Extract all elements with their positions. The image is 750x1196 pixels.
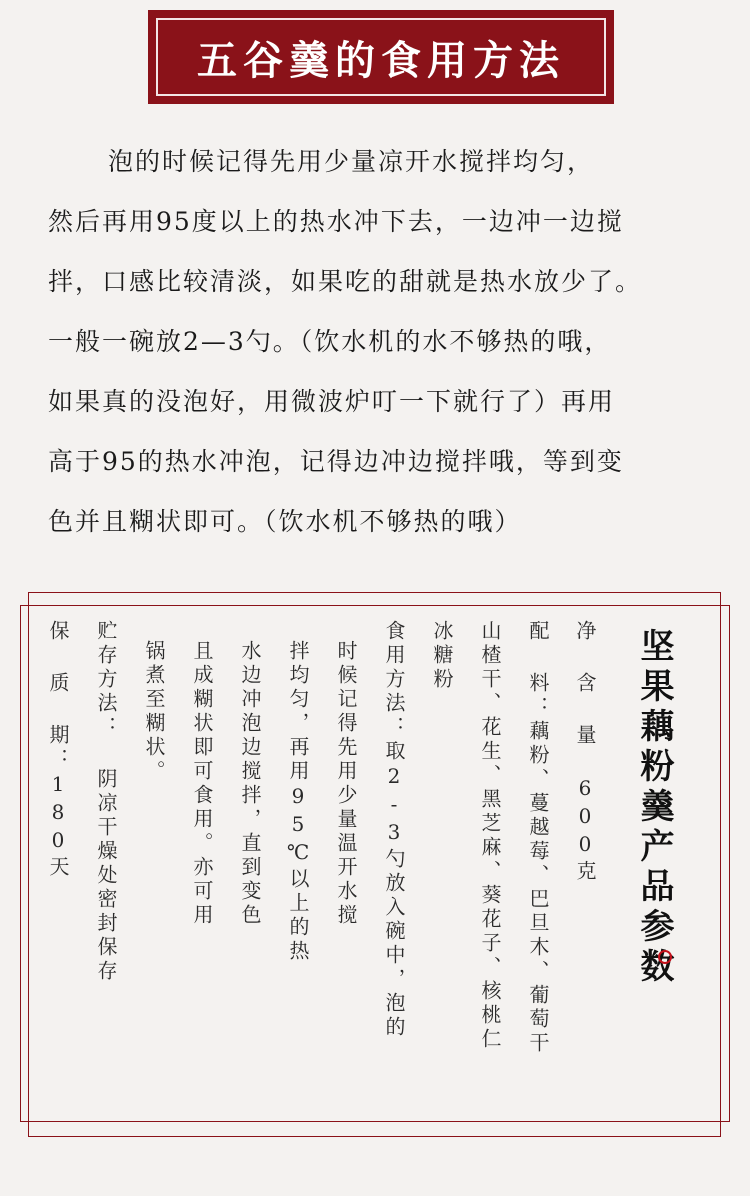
- instruction-line: 高于95的热水冲泡，记得边冲边搅拌哦，等到变: [48, 447, 624, 476]
- param-net-weight: 净 含 量 600克: [573, 620, 597, 884]
- instruction-line: 泡的时候记得先用少量凉开水搅拌均匀，: [108, 147, 595, 176]
- param-storage: 贮存方法： 阴凉干燥处密封保存: [94, 620, 118, 984]
- param-usage-cont: 水边冲泡边搅拌，直到变色: [238, 640, 262, 928]
- param-ingredients-cont: 冰糖粉: [430, 620, 454, 692]
- params-title: 坚果藕粉羹产品参数: [634, 628, 674, 988]
- title-banner: [148, 10, 614, 104]
- param-shelf-life: 保 质 期：180天: [46, 620, 70, 880]
- param-ingredients-cont: 山楂干、花生、黑芝麻、葵花子、核桃仁: [478, 620, 502, 1052]
- param-usage-cont: 且成糊状即可食用。亦可用: [190, 640, 214, 928]
- param-usage: 食用方法：取2-3勺放入碗中，泡的: [382, 620, 406, 1040]
- params-frame-inner: [20, 605, 730, 1122]
- instruction-line: 如果真的没泡好，用微波炉叮一下就行了）再用: [48, 387, 616, 416]
- instruction-line: 拌，口感比较清淡，如果吃的甜就是热水放少了。: [48, 267, 643, 296]
- red-circle-mark: [658, 950, 672, 964]
- param-ingredients: 配 料：藕粉、蔓越莓、巴旦木、葡萄干: [526, 620, 550, 1056]
- instructions-paragraph: [48, 132, 708, 552]
- instruction-line: 一般一碗放2—3勺。（饮水机的水不够热的哦，: [48, 327, 612, 356]
- param-usage-cont: 拌均匀，再用95℃以上的热: [286, 640, 310, 964]
- param-usage-cont: 时候记得先用少量温开水搅: [334, 640, 358, 928]
- instruction-line: 色并且糊状即可。（饮水机不够热的哦）: [48, 507, 522, 536]
- instruction-line: 然后再用95度以上的热水冲下去，一边冲一边搅: [48, 207, 624, 236]
- page-title: 五谷羹的食用方法: [197, 36, 565, 84]
- param-usage-cont: 锅煮至糊状。: [142, 640, 166, 784]
- title-border: [156, 18, 606, 96]
